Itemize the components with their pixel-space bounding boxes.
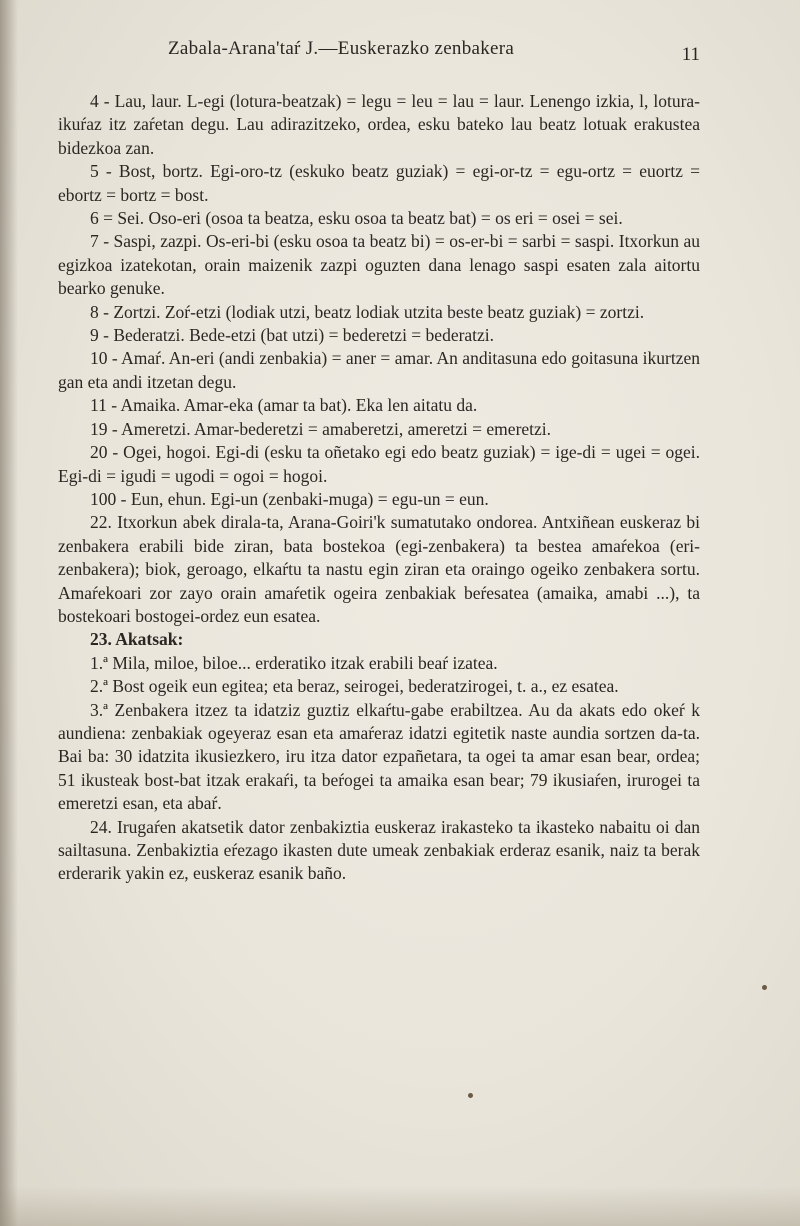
paragraph-100-ehun: 100 - Eun, ehun. Egi-un (zenbaki-muga) = egu-un = eun. xyxy=(90,488,489,509)
paragraph-23-item-2: 2.ª Bost ogeik eun egitea; eta beraz, seirogei, bederatzirogei, t. a., ez esatea. xyxy=(90,676,619,697)
paragraph-23-item-1: 1.ª Mila, miloe, biloe... erderatiko itzak erabili beaŕ izatea. xyxy=(90,652,498,673)
paragraph-9-bederatzi: 9 - Bederatzi. Bede-etzi (bat utzi) = bederetzi = bederatzi. xyxy=(90,325,495,346)
paragraph-20-hogoi: 20 - Ogei, hogoi. Egi-di (esku ta oñetako egi edo beatz guziak) = ige-di = ugei = ogei. Egi-di = igudi = ugodi = ogoi = hogoi. xyxy=(58,442,700,486)
paragraph-10-amar: 10 - Amaŕ. An-eri (andi zenbakia) = aner = amar. An anditasuna edo goitasuna ikurtzen gan eta andi itzetan degu. xyxy=(58,348,700,392)
paragraph-4-lau: 4 - Lau, laur. L-egi (lotura-beatzak) = legu = leu = lau = laur. Lenengo izkia, l, lotura-ikuŕaz itz zaŕetan degu. Lau adirazitzeko, ordea, esku bateko lau beatz lotuak erakustea bidezkoa zan. xyxy=(58,91,700,158)
paragraph-19-emeretzi: 19 - Ameretzi. Amar-bederetzi = amaberetzi, ameretzi = emeretzi. xyxy=(90,418,552,439)
running-head: Zabala-Arana'taŕ J.—Euskerazko zenbakera xyxy=(168,38,515,59)
page-number: 11 xyxy=(681,44,700,65)
paper-speck xyxy=(468,1093,473,1098)
body-text xyxy=(58,90,700,886)
paragraph-8-zortzi: 8 - Zortzi. Zoŕ-etzi (lodiak utzi, beatz lodiak utzita beste beatz guziak) = zortzi. xyxy=(90,301,645,322)
paper-speck xyxy=(762,985,767,990)
paragraph-5-bost: 5 - Bost, bortz. Egi-oro-tz (eskuko beatz guziak) = egi-or-tz = egu-ortz = euortz = ebortz = bortz = bost. xyxy=(58,161,700,205)
paragraph-6-sei: 6 = Sei. Oso-eri (osoa ta beatza, esku osoa ta beatz bat) = os eri = osei = sei. xyxy=(90,208,623,229)
paragraph-11-amaika: 11 - Amaika. Amar-eka (amar ta bat). Eka len aitatu da. xyxy=(90,395,478,416)
paragraph-23-heading: 23. Akatsak: xyxy=(90,629,184,650)
page-header xyxy=(140,38,700,68)
page-bottom-shadow xyxy=(0,1186,800,1226)
paragraph-23-item-3: 3.ª Zenbakera itzez ta idatziz guztiz elkaŕtu-gabe erabiltzea. Au da akats edo okeŕ k aundiena: zenbakiak ogeyeraz esan eta amaŕeraz idatzi egitetik naste aundia sortzen da-ta. Bai ba: 30 idatzita ikusiezkero, iru itza dator ezpañetara, ta ogei ta amar esan bear, ordea; 51 ikusteak bost-bat itzak erakaŕi, ta beŕogei ta amaika esan bear; 79 ikusiaŕen, irurogei ta emeretzi esan, eta abaŕ. xyxy=(58,699,700,814)
page-edge-shadow xyxy=(0,0,18,1226)
paragraph-24: 24. Irugaŕen akatsetik dator zenbakiztia euskeraz irakasteko ta ikasteko nabaitu oi dan sailtasuna. Zenbakiztia eŕezago ikasten dute umeak zenbakiak erderaz esanik, naiz ta berak erderarik yakin ez, euskeraz esanik baño. xyxy=(58,816,700,884)
paragraph-7-zazpi: 7 - Saspi, zazpi. Os-eri-bi (esku osoa ta beatz bi) = os-er-bi = sarbi = saspi. Itxorkun au egizkoa izatekotan, orain maizenik zazpi oguzten dana lenago saspi esaten zala aitortu bearko genuke. xyxy=(58,231,700,299)
paragraph-22-conclusion: 22. Itxorkun abek dirala-ta, Arana-Goiri'k sumatutako ondorea. Antxiñean euskeraz bi zenbakera erabili bide ziran, bata bostekoa (egi-zenbakera) ta bestea amaŕekoa (eri-zenbakera); biok, geroago, elkaŕtu ta nastu egin ziran eta oraingo ogeiko zenbakera sortu. Amaŕekoari zor zayo orain amaŕetik ogeira zenbakiak beŕesatea (amaika, amabi ...), ta bostekoari bostogei-ordez eun esatea. xyxy=(58,512,700,626)
